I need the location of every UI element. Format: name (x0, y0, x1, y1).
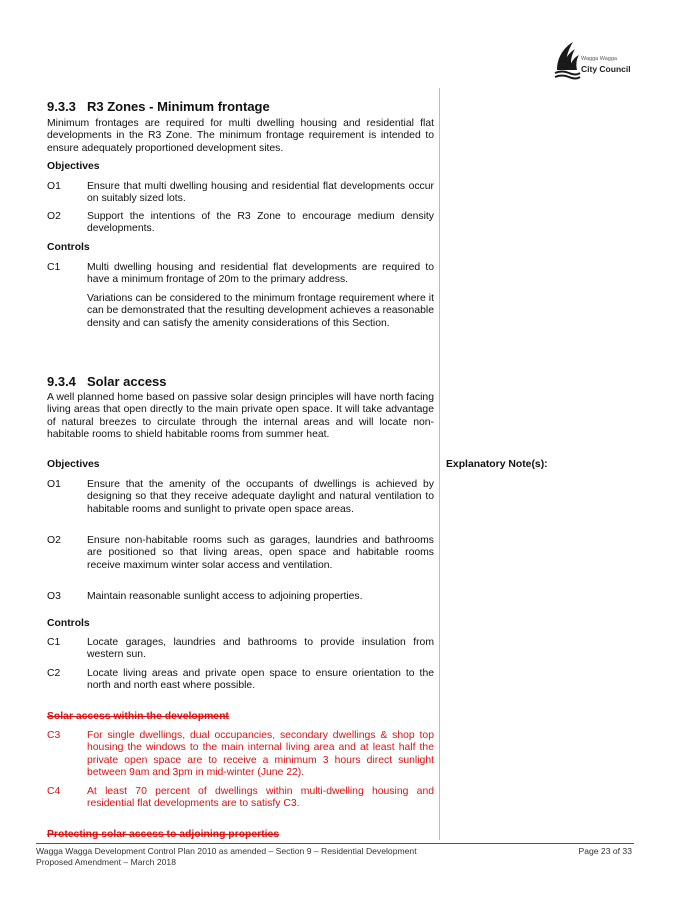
section-intro: A well planned home based on passive solar design principles will have north facing living areas that open directly to the main private open space. It will take advantage of natural breezes to circulate through the internal areas and will locate non-habitable rooms to shield habitable rooms from summer heat. (47, 392, 434, 441)
explanatory-note-label: Explanatory Note(s): (446, 459, 548, 470)
item-text: Maintain reasonable sunlight access to adjoining properties. (87, 591, 363, 602)
footer-rule (36, 843, 634, 844)
section-title: R3 Zones - Minimum frontage (87, 99, 270, 114)
item-text: Ensure that multi dwelling housing and residential flat developments occur on suitably sized lots. (87, 181, 434, 205)
section-title: Solar access (87, 374, 167, 389)
item-text: At least 70 percent of dwellings within multi-dwelling housing and residential flat developments are to satisfy C3. (87, 786, 434, 810)
item-code: O2 (47, 535, 61, 546)
item-code: O1 (47, 181, 61, 192)
footer-document-title: Wagga Wagga Development Control Plan 2010 as amended – Section 9 – Residential Development (36, 846, 417, 856)
page-number: Page 23 of 33 (578, 846, 632, 856)
item-text: Ensure non-habitable rooms such as garages, laundries and bathrooms are positioned so that living areas, open space and habitable rooms receive maximum winter solar access and ventilation. (87, 535, 434, 571)
item-text: Multi dwelling housing and residential flat developments are required to have a minimum frontage of 20m to the primary address. (87, 262, 434, 286)
item-text: Locate garages, laundries and bathrooms to provide insulation from western sun. (87, 637, 434, 661)
item-text: Variations can be considered to the minimum frontage requirement where it can be demonstrated that the resulting development achieves a reasonable density and can satisfy the amenity considerations of this Section. (87, 293, 434, 329)
council-logo (553, 40, 633, 84)
item-code: C2 (47, 668, 61, 679)
item-code: O2 (47, 211, 61, 222)
item-code: C1 (47, 262, 61, 273)
logo-mark-icon (553, 40, 581, 80)
section-heading-9-3-4 (47, 374, 167, 389)
item-code: C4 (47, 786, 61, 797)
column-divider (439, 88, 440, 840)
item-text: For single dwellings, dual occupancies, secondary dwellings & shop top housing the windows to the main internal living area and at least half the private open space are to receive a minimum 3 hours direct sunlight between 9am and 3pm in mid-winter (June 22). (87, 730, 434, 779)
logo-big-text: City Council (581, 64, 631, 74)
objectives-label: Objectives (47, 161, 100, 172)
footer-amendment: Proposed Amendment – March 2018 (36, 857, 176, 867)
section-number: 9.3.4 (47, 374, 76, 389)
item-text: Ensure that the amenity of the occupants of dwellings is achieved by designing so that they receive adequate daylight and natural ventilation to habitable rooms and sunlight to private open space areas. (87, 479, 434, 515)
item-code: C3 (47, 730, 61, 741)
item-text: Support the intentions of the R3 Zone to encourage medium density developments. (87, 211, 434, 235)
controls-label: Controls (47, 242, 90, 253)
section-number: 9.3.3 (47, 99, 76, 114)
section-heading-9-3-3 (47, 99, 270, 114)
item-code: O3 (47, 591, 61, 602)
objectives-label: Objectives (47, 459, 100, 470)
section-intro: Minimum frontages are required for multi dwelling housing and residential flat developments in the R3 Zone. The minimum frontage requirement is intended to ensure adequately proportioned development sites. (47, 118, 434, 154)
logo-small-text: Wagga Wagga (581, 56, 617, 62)
deleted-subheading: Protecting solar access to adjoining properties (47, 829, 280, 840)
deleted-subheading: Solar access within the development (47, 711, 229, 722)
item-text: Locate living areas and private open space to ensure orientation to the north and north east where possible. (87, 668, 434, 692)
controls-label: Controls (47, 618, 90, 629)
item-code: C1 (47, 637, 61, 648)
item-code: O1 (47, 479, 61, 490)
